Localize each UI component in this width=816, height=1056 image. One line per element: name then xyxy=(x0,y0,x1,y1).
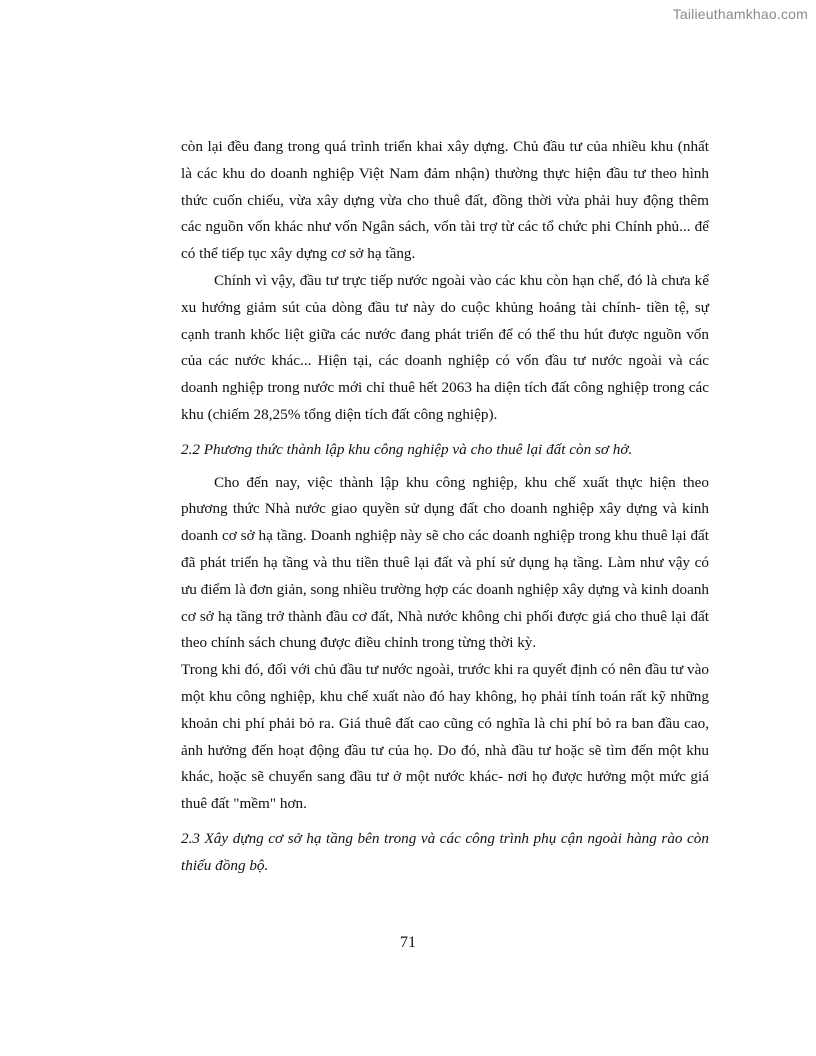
page-number: 71 xyxy=(400,934,416,951)
section-heading-2-2: 2.2 Phương thức thành lập khu công nghiệp và cho thuê lại đất còn sơ hở. xyxy=(181,440,633,458)
watermark: Tailieuthamkhao.com xyxy=(672,6,808,22)
paragraph-2: Chính vì vậy, đầu tư trực tiếp nước ngoài vào các khu còn hạn chế, đó là chưa kể xu hướng giảm sút của dòng đầu tư này do cuộc khủng hoảng tài chính- tiền tệ, sự cạnh tranh khốc liệt giữa các nước đang phát triển để có thể thu hút được nguồn vốn của các nước khác... Hiện tại, các doanh nghiệp có vốn đầu tư nước ngoài và các doanh nghiệp trong nước mới chỉ thuê hết 2063 ha diện tích đất công nghiệp trong các khu (chiếm 28,25% tổng diện tích đất công nghiệp). xyxy=(181,271,709,423)
paragraph-3: Cho đến nay, việc thành lập khu công nghiệp, khu chế xuất thực hiện theo phương thức Nhà nước giao quyền sử dụng đất cho doanh nghiệp xây dựng và kinh doanh cơ sở hạ tầng. Doanh nghiệp này sẽ cho các doanh nghiệp trong khu thuê lại đất đã phát triển hạ tầng và thu tiền thuê lại đất và phí sử dụng hạ tầng. Làm như vậy có ưu điểm là đơn giản, song nhiều trường hợp các doanh nghiệp xây dựng và kinh doanh cơ sở hạ tầng trở thành đầu cơ đất, Nhà nước không chi phối được giá cho thuê lại đất theo chính sách chung được điều chỉnh trong từng thời kỳ. xyxy=(181,473,709,652)
section-heading-2-3: 2.3 Xây dựng cơ sở hạ tầng bên trong và các công trình phụ cận ngoài hàng rào còn thiếu đồng bộ. xyxy=(181,829,709,874)
document-body xyxy=(181,134,709,880)
paragraph-4: Trong khi đó, đối với chủ đầu tư nước ngoài, trước khi ra quyết định có nên đầu tư vào một khu công nghiệp, khu chế xuất nào đó hay không, họ phải tính toán rất kỹ những khoản chi phí phải bỏ ra. Giá thuê đất cao cũng có nghĩa là chi phí bỏ ra ban đầu cao, ảnh hưởng đến hoạt động đầu tư của họ. Do đó, nhà đầu tư hoặc sẽ tìm đến một khu khác, hoặc sẽ chuyển sang đầu tư ở một nước khác- nơi họ được hưởng một mức giá thuê đất "mềm" hơn. xyxy=(181,661,709,813)
paragraph-1: còn lại đều đang trong quá trình triển khai xây dựng. Chủ đầu tư của nhiều khu (nhất là các khu do doanh nghiệp Việt Nam đảm nhận) thường thực hiện đầu tư theo hình thức cuốn chiếu, vừa xây dựng vừa cho thuê đất, đồng thời vừa phải huy động thêm các nguồn vốn khác như vốn Ngân sách, vốn tài trợ từ các tổ chức phi Chính phủ... để có thể tiếp tục xây dựng cơ sở hạ tầng. xyxy=(181,138,709,263)
